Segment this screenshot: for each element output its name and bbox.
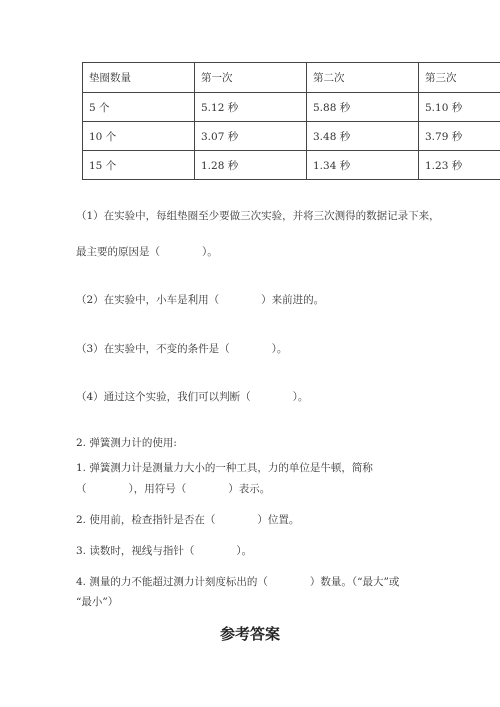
table-row [83,151,500,180]
item-1-line-1: 1. 弹簧测力计是测量力大小的一种工具，力的单位是牛顿，简称 [76,462,373,474]
table-cell: 1.28 秒 [195,151,307,180]
question-4: （4）通过这个实验，我们可以判断（ ）。 [76,391,309,403]
table-cell: 3.48 秒 [307,122,419,151]
question-1-line-1: （1）在实验中，每组垫圈至少要做三次实验，并将三次测得的数据记录下来， [76,210,440,222]
table-cell: 5.12 秒 [195,93,307,122]
data-table [82,62,500,180]
table-cell: 3.79 秒 [419,122,500,151]
table-row [83,122,500,151]
table-cell: 1.34 秒 [307,151,419,180]
table-cell: 1.23 秒 [419,151,500,180]
table-cell: 5.88 秒 [307,93,419,122]
question-1-line-2: 最主要的原因是（ ）。 [76,246,218,258]
table-header-row [83,63,500,93]
table-cell: 5 个 [83,93,195,122]
table-cell: 15 个 [83,151,195,180]
section-2-heading: 2. 弹簧测力计的使用: [76,437,177,449]
item-4-line-2: “最小”） [76,596,119,608]
table-header-cell: 第一次 [195,63,307,93]
answer-title: 参考答案 [219,625,280,643]
table-header-cell: 第三次 [419,63,500,93]
item-2: 2. 使用前，检查指针是否在（ ）位置。 [76,514,300,526]
table-header-cell: 垫圈数量 [83,63,195,93]
question-3: （3）在实验中，不变的条件是（ ）。 [76,343,288,355]
item-3: 3. 读数时，视线与指针（ ）。 [76,545,253,557]
item-1-line-2: （ ），用符号（ ）表示。 [76,483,271,495]
table-cell: 10 个 [83,122,195,151]
table-cell: 5.10 秒 [419,93,500,122]
table-row [83,93,500,122]
table-header-cell: 第二次 [307,63,419,93]
table-cell: 3.07 秒 [195,122,307,151]
item-4-line-1: 4. 测量的力不能超过测力计刻度标出的（ ）数量。（“最大”或 [76,576,400,588]
question-2: （2）在实验中，小车是利用（ ）来前进的。 [76,294,325,306]
